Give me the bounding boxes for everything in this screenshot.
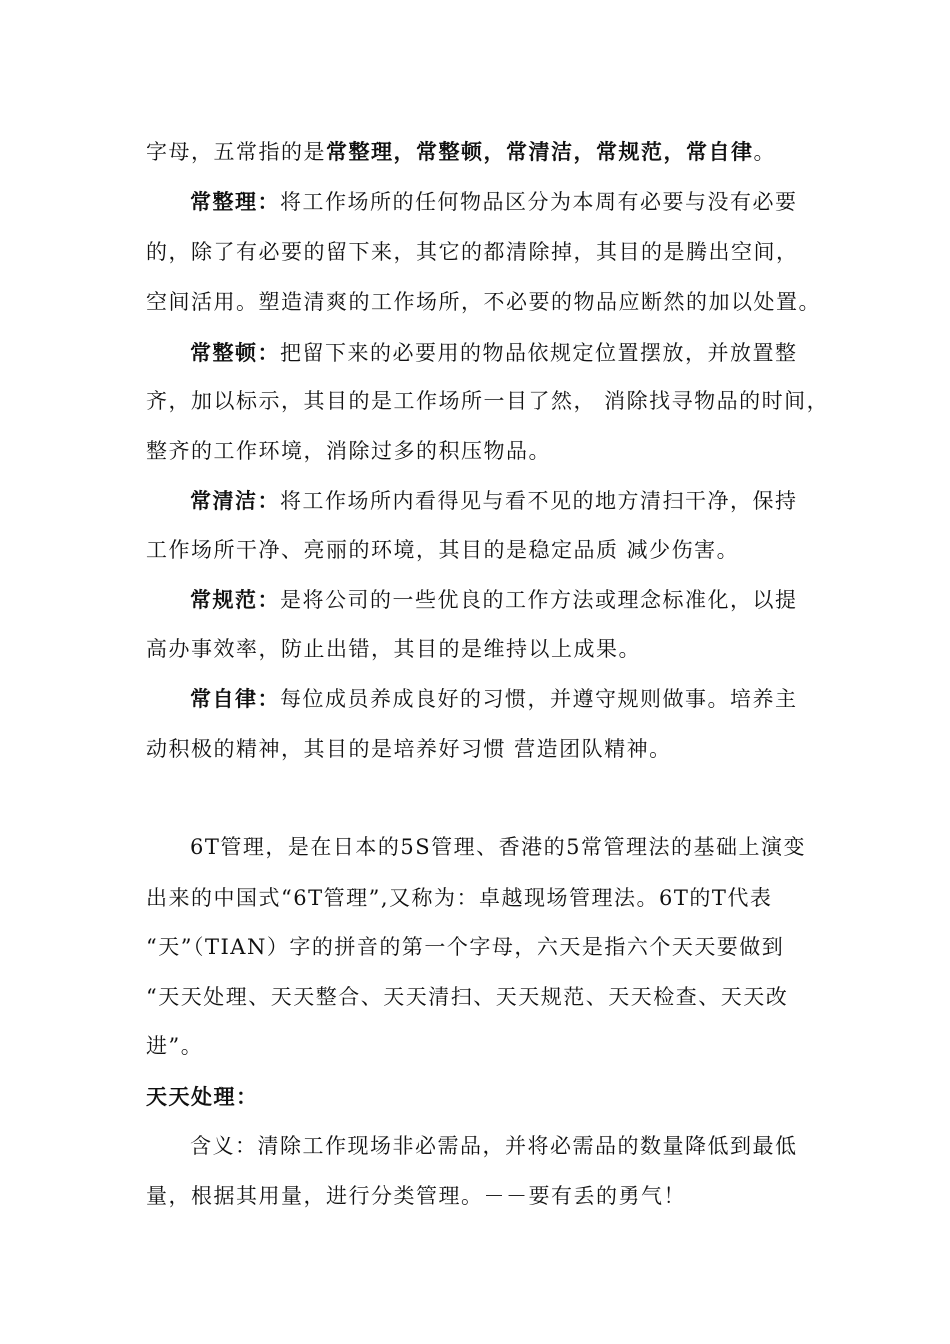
section-line: 动积极的精神，其目的是培养好习惯 营造团队精神。	[146, 737, 672, 761]
section-line: 工作场所干净、亮丽的环境，其目的是稳定品质 减少伤害。	[146, 538, 740, 562]
intro-prefix: 字母，五常指的是	[146, 140, 326, 164]
daily-line: 含义：清除工作现场非必需品，并将必需品的数量降低到最低	[190, 1134, 798, 1158]
section-line: 齐，加以标示，其目的是工作场所一目了然， 消除找寻物品的时间，	[146, 389, 830, 413]
daily-heading-text: 天天处理：	[146, 1084, 259, 1109]
sixT-line: 进”。	[146, 1034, 204, 1058]
section-line	[190, 187, 798, 217]
section-line: 空间活用。塑造清爽的工作场所，不必要的物品应断然的加以处置。	[146, 290, 821, 314]
sixT-line: 出来的中国式“6T管理”,又称为：卓越现场管理法。6T的T代表	[146, 886, 773, 910]
section-line	[190, 338, 798, 368]
section-term: 常自律：	[190, 686, 280, 711]
section-text: 把留下来的必要用的物品依规定位置摆放，并放置整	[280, 341, 798, 365]
intro-line	[146, 137, 776, 167]
section-term: 常清洁：	[190, 488, 280, 513]
section-text: 是将公司的一些优良的工作方法或理念标准化，以提	[280, 588, 798, 612]
section-line	[190, 684, 798, 714]
section-term: 常规范：	[190, 587, 280, 612]
sixT-line: “天天处理、天天整合、天天清扫、天天规范、天天检查、天天改	[146, 985, 789, 1009]
intro-suffix: 。	[753, 140, 776, 164]
section-term: 常整理：	[190, 189, 280, 214]
intro-bold-terms: 常整理，常整顿，常清洁，常规范，常自律	[326, 139, 754, 164]
daily-line: 量，根据其用量，进行分类管理。－－要有丢的勇气！	[146, 1184, 686, 1208]
section-text: 将工作场所内看得见与看不见的地方清扫干净，保持	[280, 489, 798, 513]
section-text: 将工作场所的任何物品区分为本周有必要与没有必要	[280, 190, 798, 214]
daily-heading	[146, 1082, 259, 1112]
section-line: 整齐的工作环境，消除过多的积压物品。	[146, 439, 551, 463]
section-line	[190, 585, 798, 615]
section-text: 每位成员养成良好的习惯，并遵守规则做事。培养主	[280, 687, 798, 711]
sixT-line: 6T管理，是在日本的5S管理、香港的5常管理法的基础上演变	[190, 835, 806, 859]
section-line: 高办事效率，防止出错，其目的是维持以上成果。	[146, 637, 641, 661]
sixT-line: “天”（TIAN）字的拼音的第一个字母，六天是指六个天天要做到	[146, 935, 785, 959]
section-line	[190, 486, 798, 516]
section-term: 常整顿：	[190, 340, 280, 365]
section-line: 的，除了有必要的留下来，其它的都清除掉，其目的是腾出空间，	[146, 240, 799, 264]
